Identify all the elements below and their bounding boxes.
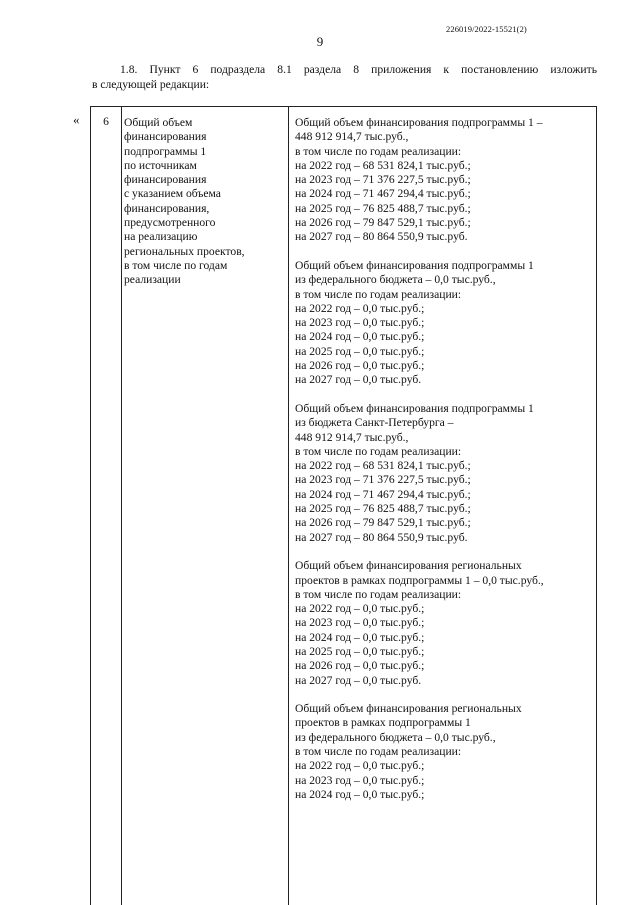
financing-line: на 2026 год – 0,0 тыс.руб.;: [295, 659, 425, 673]
intro-paragraph: [92, 62, 597, 92]
financing-line: на 2023 год – 0,0 тыс.руб.;: [295, 616, 425, 630]
financing-line: из федерального бюджета – 0,0 тыс.руб.,: [295, 273, 496, 287]
financing-block: [295, 116, 595, 245]
financing-line: на 2025 год – 76 825 488,7 тыс.руб.;: [295, 502, 471, 516]
column-divider: [288, 107, 289, 905]
label-line: финансирования: [124, 130, 207, 144]
financing-line: на 2026 год – 79 847 529,1 тыс.руб.;: [295, 216, 471, 230]
financing-block: [295, 259, 595, 388]
label-line: с указанием объема: [124, 187, 221, 201]
financing-block: [295, 559, 595, 688]
financing-line: на 2022 год – 68 531 824,1 тыс.руб.;: [295, 459, 471, 473]
intro-line-1: 1.8. Пункт 6 подраздела 8.1 раздела 8 приложения к постановлению изложить: [120, 63, 597, 76]
financing-line: на 2023 год – 0,0 тыс.руб.;: [295, 316, 425, 330]
row-value-cell: [295, 116, 595, 817]
label-line: региональных проектов,: [124, 244, 245, 258]
financing-block: [295, 402, 595, 545]
financing-line: на 2025 год – 0,0 тыс.руб.;: [295, 344, 425, 358]
financing-line: на 2022 год – 68 531 824,1 тыс.руб.;: [295, 158, 471, 172]
financing-line: в том числе по годам реализации:: [295, 587, 462, 601]
financing-line: на 2023 год – 0,0 тыс.руб.;: [295, 773, 425, 787]
financing-line: Общий объем финансирования подпрограммы 1 –: [295, 116, 543, 129]
financing-line: Общий объем финансирования подпрограммы 1: [295, 258, 534, 272]
financing-line: на 2024 год – 71 467 294,4 тыс.руб.;: [295, 487, 471, 501]
label-line: на реализацию: [124, 230, 198, 244]
financing-line: на 2024 год – 0,0 тыс.руб.;: [295, 330, 425, 344]
financing-block: [295, 702, 595, 802]
financing-line: на 2022 год – 0,0 тыс.руб.;: [295, 602, 425, 616]
label-line: в том числе по годам: [124, 258, 228, 272]
financing-line: на 2024 год – 71 467 294,4 тыс.руб.;: [295, 187, 471, 201]
label-line: Общий объем: [124, 116, 193, 129]
label-line: подпрограммы 1: [124, 144, 207, 158]
financing-line: на 2027 год – 0,0 тыс.руб.: [295, 673, 422, 687]
financing-line: из федерального бюджета – 0,0 тыс.руб.,: [295, 730, 496, 744]
financing-line: на 2027 год – 0,0 тыс.руб.: [295, 373, 422, 387]
financing-line: на 2027 год – 80 864 550,9 тыс.руб.: [295, 530, 468, 544]
financing-line: в том числе по годам реализации:: [295, 444, 462, 458]
financing-table: [90, 106, 597, 905]
opening-quote-mark: «: [73, 112, 80, 127]
label-line: по источникам: [124, 158, 197, 172]
financing-line: Общий объем финансирования региональных: [295, 559, 522, 573]
row-number: 6: [103, 115, 109, 128]
financing-line: на 2024 год – 0,0 тыс.руб.;: [295, 630, 425, 644]
financing-line: в том числе по годам реализации:: [295, 745, 462, 759]
row-label-cell: [124, 116, 284, 288]
financing-line: из бюджета Санкт-Петербурга –: [295, 416, 454, 430]
financing-line: на 2027 год – 80 864 550,9 тыс.руб.: [295, 230, 468, 244]
financing-line: Общий объем финансирования подпрограммы 1: [295, 401, 534, 415]
financing-line: в том числе по годам реализации:: [295, 287, 462, 301]
financing-line: проектов в рамках подпрограммы 1: [295, 716, 471, 730]
financing-line: на 2023 год – 71 376 227,5 тыс.руб.;: [295, 473, 471, 487]
financing-line: на 2025 год – 76 825 488,7 тыс.руб.;: [295, 201, 471, 215]
label-line: предусмотренного: [124, 216, 216, 230]
label-line: финансирования: [124, 173, 207, 187]
intro-line-2: в следующей редакции:: [92, 78, 210, 91]
page-number: 9: [316, 34, 324, 49]
financing-line: на 2023 год – 71 376 227,5 тыс.руб.;: [295, 173, 471, 187]
financing-line: на 2022 год – 0,0 тыс.руб.;: [295, 301, 425, 315]
financing-line: Общий объем финансирования региональных: [295, 702, 522, 716]
financing-line: на 2022 год – 0,0 тыс.руб.;: [295, 759, 425, 773]
financing-line: проектов в рамках подпрограммы 1 – 0,0 тыс.руб.,: [295, 573, 544, 587]
financing-line: на 2025 год – 0,0 тыс.руб.;: [295, 644, 425, 658]
financing-line: в том числе по годам реализации:: [295, 144, 462, 158]
financing-line: на 2026 год – 79 847 529,1 тыс.руб.;: [295, 516, 471, 530]
document-id: 226019/2022-15521(2): [446, 24, 527, 34]
financing-line: 448 912 914,7 тыс.руб.,: [295, 430, 409, 444]
financing-line: на 2024 год – 0,0 тыс.руб.;: [295, 787, 425, 801]
financing-line: 448 912 914,7 тыс.руб.,: [295, 130, 409, 144]
column-divider: [121, 107, 122, 905]
label-line: реализации: [124, 273, 181, 287]
label-line: финансирования,: [124, 201, 210, 215]
financing-line: на 2026 год – 0,0 тыс.руб.;: [295, 359, 425, 373]
